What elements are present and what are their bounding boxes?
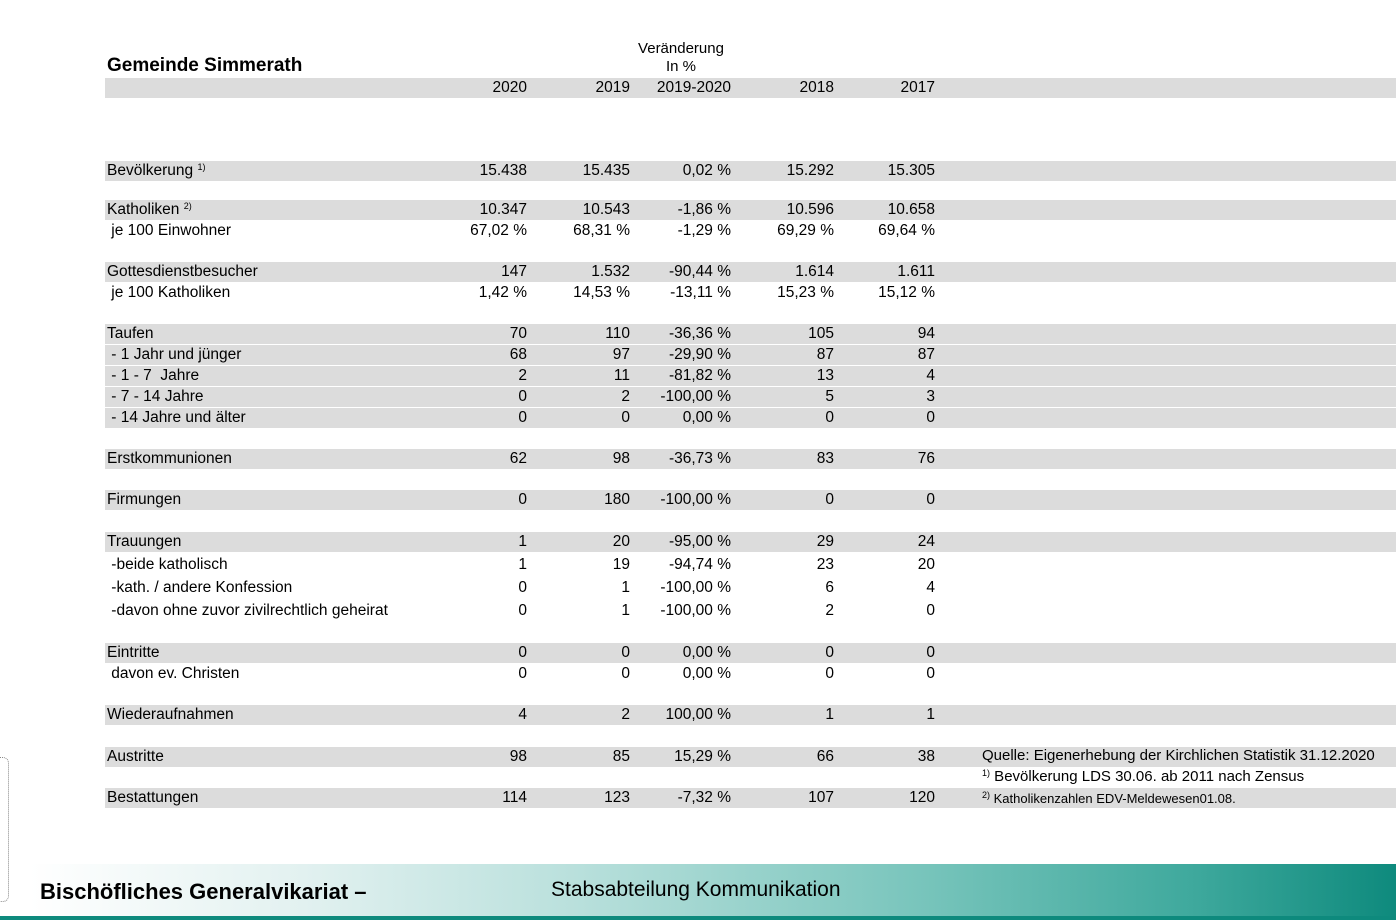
cell-y2018: 105 (808, 325, 834, 342)
change-heading-line2: In % (665, 58, 696, 75)
row-label-text: Gottesdienstbesucher (107, 263, 258, 280)
cell-y2020: 147 (501, 263, 527, 280)
cell-y2020: 114 (502, 789, 527, 806)
cell-y2020: 2 (518, 367, 527, 384)
cell-y2020: 0 (518, 409, 527, 426)
cell-y2018: 15.292 (786, 162, 834, 179)
cell-y2019: 10.543 (582, 201, 630, 218)
cell-y2017: 0 (926, 491, 935, 508)
cell-y2017: 3 (926, 388, 935, 405)
row-label (107, 283, 230, 303)
row-label-text: Erstkommunionen (107, 450, 232, 467)
row-band (105, 449, 1396, 469)
row-label (107, 200, 192, 220)
row-band (105, 324, 1396, 344)
footnote-1-text: Bevölkerung LDS 30.06. ab 2011 nach Zensus (990, 768, 1305, 785)
cell-y2020: 68 (509, 346, 527, 363)
footnote-2-marker: 2) (982, 790, 991, 800)
cell-y2020: 1 (518, 533, 527, 550)
cell-y2020: 1 (518, 556, 527, 573)
cell-y2019: 1 (621, 579, 630, 596)
cell-change: -36,73 % (668, 450, 731, 467)
footnote-1-marker: 1) (982, 768, 991, 778)
footnote-marker: 1) (197, 162, 206, 172)
row-label-text: Wiederaufnahmen (107, 706, 234, 723)
cell-y2018: 5 (825, 388, 834, 405)
row-label (107, 161, 206, 181)
cell-y2020: 98 (509, 748, 527, 765)
cell-y2018: 2 (825, 602, 834, 619)
cell-y2019: 68,31 % (573, 222, 630, 239)
cell-y2018: 1 (825, 706, 834, 723)
row-label (107, 221, 231, 241)
cell-y2018: 0 (825, 409, 834, 426)
cell-y2017: 76 (917, 450, 935, 467)
footnote-2-text: Katholikenzahlen EDV-Meldewesen01.08. (990, 791, 1236, 806)
row-label-text: Taufen (107, 325, 154, 342)
cell-y2018: 13 (816, 367, 834, 384)
cell-y2020: 0 (518, 665, 527, 682)
cell-y2017: 0 (926, 644, 935, 661)
cell-y2020: 70 (509, 325, 527, 342)
row-band (105, 705, 1396, 725)
cell-change: -81,82 % (668, 367, 731, 384)
row-label-text: je 100 Katholiken (107, 284, 231, 301)
cell-change: 0,00 % (682, 665, 731, 682)
cell-y2019: 123 (604, 789, 630, 806)
cell-change: -100,00 % (660, 579, 731, 596)
cell-y2020: 1,42 % (478, 284, 527, 301)
cell-y2020: 0 (518, 602, 527, 619)
cell-y2017: 1.611 (897, 263, 935, 280)
cell-y2017: 0 (926, 602, 935, 619)
cell-y2017: 38 (917, 748, 935, 765)
cell-y2019: 2 (621, 388, 630, 405)
row-label (107, 262, 258, 282)
row-label (107, 555, 228, 575)
cell-y2018: 69,29 % (777, 222, 834, 239)
cell-change: -100,00 % (660, 388, 731, 405)
source-note: Quelle: Eigenerhebung der Kirchlichen Statistik 31.12.2020 (982, 747, 1375, 764)
cell-change: -1,86 % (677, 201, 731, 218)
row-label-text: Bevölkerung (107, 162, 194, 179)
row-label (107, 664, 239, 684)
cell-y2018: 23 (816, 556, 834, 573)
cell-y2017: 15.305 (887, 162, 935, 179)
footnote-2 (982, 791, 1236, 806)
cell-change: 100,00 % (665, 706, 731, 723)
row-label-text: - 1 Jahr und jünger (107, 346, 242, 363)
cell-y2019: 11 (613, 367, 630, 384)
cell-y2019: 0 (621, 644, 630, 661)
cell-y2020: 0 (518, 388, 527, 405)
row-label (107, 601, 388, 621)
cell-y2020: 62 (509, 450, 527, 467)
row-label (107, 387, 204, 407)
cell-change: -100,00 % (660, 491, 731, 508)
cell-y2019: 1.532 (591, 263, 630, 280)
cell-y2018: 1.614 (795, 263, 834, 280)
cell-y2017: 120 (909, 789, 935, 806)
cell-change: -94,74 % (668, 556, 731, 573)
cell-y2018: 83 (816, 450, 834, 467)
footer-rule (0, 916, 1396, 920)
row-label (107, 324, 154, 344)
row-label (107, 449, 232, 469)
header-band (105, 78, 1396, 98)
cell-y2020: 67,02 % (470, 222, 527, 239)
cell-y2019: 15.435 (582, 162, 630, 179)
cell-y2018: 66 (816, 748, 834, 765)
footnote-1 (982, 768, 1304, 785)
cell-change: -1,29 % (677, 222, 731, 239)
row-label-text: Firmungen (107, 491, 182, 508)
row-band (105, 366, 1396, 386)
cell-change: 0,02 % (682, 162, 731, 179)
row-label (107, 705, 234, 725)
row-band (105, 200, 1396, 220)
cell-y2018: 87 (816, 346, 834, 363)
cell-change: -90,44 % (668, 263, 731, 280)
row-label-text: je 100 Einwohner (107, 222, 232, 239)
cell-y2019: 97 (612, 346, 630, 363)
cell-y2019: 19 (612, 556, 630, 573)
cell-y2020: 0 (518, 491, 527, 508)
cell-y2018: 0 (825, 665, 834, 682)
cell-y2018: 0 (825, 644, 834, 661)
footnote-marker: 2) (183, 201, 192, 211)
row-band (105, 490, 1396, 510)
cell-change: 0,00 % (682, 409, 731, 426)
row-label (107, 578, 292, 598)
cell-change: -36,36 % (668, 325, 731, 342)
cell-change: 15,29 % (674, 748, 731, 765)
row-band (105, 532, 1396, 552)
column-header-change: 2019-2020 (656, 79, 731, 96)
row-label (107, 788, 198, 808)
cell-y2020: 0 (518, 644, 527, 661)
column-header-y2017: 2017 (900, 79, 935, 96)
row-label-text: - 1 - 7 Jahre (107, 367, 200, 384)
row-label-text: -davon ohne zuvor zivilrechtlich geheirat (107, 602, 388, 619)
cell-y2019: 20 (612, 533, 630, 550)
row-band (105, 387, 1396, 407)
cell-y2018: 107 (808, 789, 834, 806)
cell-y2019: 1 (621, 602, 630, 619)
change-column-heading (626, 40, 736, 76)
cell-y2020: 4 (518, 706, 527, 723)
cell-y2017: 1 (926, 706, 935, 723)
row-label (107, 643, 160, 663)
cell-y2018: 10.596 (786, 201, 834, 218)
cell-y2017: 24 (917, 533, 935, 550)
cell-y2020: 0 (518, 579, 527, 596)
cell-y2017: 4 (926, 579, 935, 596)
cell-y2018: 29 (816, 533, 834, 550)
row-label (107, 490, 181, 510)
cell-y2017: 20 (917, 556, 935, 573)
cell-y2018: 15,23 % (777, 284, 834, 301)
row-label (107, 345, 241, 365)
footer-department: Stabsabteilung Kommunikation (551, 878, 841, 901)
row-label-text: Trauungen (107, 533, 182, 550)
row-band (105, 643, 1396, 663)
cell-y2017: 0 (926, 409, 935, 426)
row-band (105, 262, 1396, 282)
cell-change: 0,00 % (682, 644, 731, 661)
row-label (107, 366, 199, 386)
cell-y2020: 10.347 (479, 201, 527, 218)
cell-y2019: 180 (604, 491, 630, 508)
row-band (105, 408, 1396, 428)
cell-y2017: 87 (917, 346, 935, 363)
row-label-text: - 14 Jahre und älter (107, 409, 246, 426)
row-label-text: Katholiken (107, 201, 180, 218)
row-label-text: -beide katholisch (107, 556, 228, 573)
row-band (105, 161, 1396, 181)
cell-y2019: 0 (621, 665, 630, 682)
row-label-text: davon ev. Christen (107, 665, 240, 682)
row-label-text: Bestattungen (107, 789, 199, 806)
footer-organization: Bischöfliches Generalvikariat – (40, 879, 367, 904)
cell-change: -100,00 % (660, 602, 731, 619)
row-label (107, 747, 164, 767)
cell-y2019: 110 (605, 325, 630, 342)
cell-y2017: 10.658 (887, 201, 935, 218)
cell-y2019: 2 (621, 706, 630, 723)
cell-change: -13,11 % (670, 284, 731, 301)
row-label-text: - 7 - 14 Jahre (107, 388, 204, 405)
row-label-text: Austritte (107, 748, 164, 765)
cell-y2019: 98 (612, 450, 630, 467)
cell-y2017: 15,12 % (878, 284, 935, 301)
cell-change: -95,00 % (668, 533, 731, 550)
cell-y2017: 69,64 % (878, 222, 935, 239)
page-title: Gemeinde Simmerath (107, 55, 303, 76)
column-header-y2018: 2018 (799, 79, 834, 96)
side-frame (0, 757, 9, 902)
row-label (107, 408, 246, 428)
cell-change: -7,32 % (677, 789, 731, 806)
row-label-text: Eintritte (107, 644, 160, 661)
cell-y2019: 85 (612, 748, 630, 765)
cell-y2020: 15.438 (479, 162, 527, 179)
cell-y2017: 0 (926, 665, 935, 682)
row-label (107, 532, 181, 552)
cell-y2018: 0 (825, 491, 834, 508)
column-header-y2020: 2020 (492, 79, 527, 96)
cell-change: -29,90 % (668, 346, 731, 363)
cell-y2017: 4 (926, 367, 935, 384)
column-header-y2019: 2019 (595, 79, 630, 96)
cell-y2018: 6 (825, 579, 834, 596)
cell-y2019: 0 (621, 409, 630, 426)
cell-y2017: 94 (917, 325, 935, 342)
row-label-text: -kath. / andere Konfession (107, 579, 293, 596)
row-band (105, 345, 1396, 365)
change-heading-line1: Veränderung (638, 40, 724, 57)
cell-y2019: 14,53 % (573, 284, 630, 301)
